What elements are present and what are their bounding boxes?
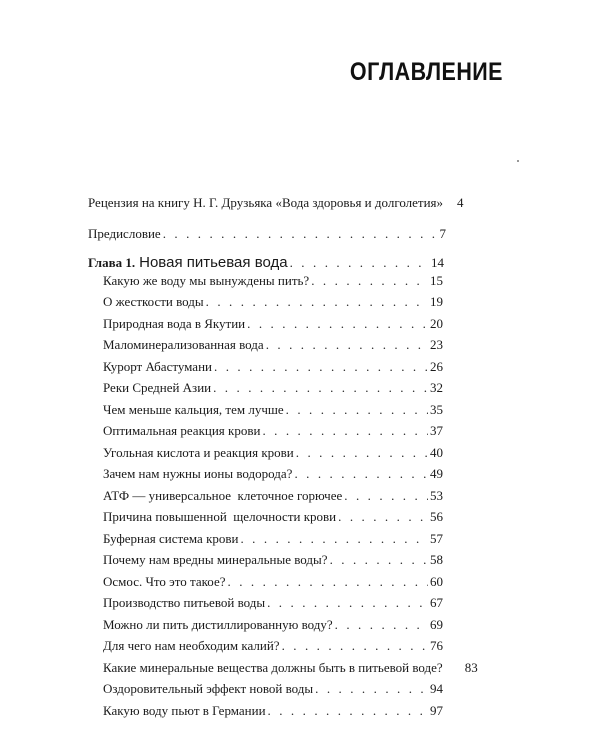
toc-section-title: Производство питьевой воды xyxy=(103,595,266,610)
toc-entry-review[interactable] xyxy=(88,195,464,215)
toc-section[interactable] xyxy=(103,316,443,336)
toc-section[interactable] xyxy=(103,703,443,723)
toc-page-number: 67 xyxy=(430,595,443,610)
toc-section[interactable] xyxy=(103,488,443,508)
leader-dots xyxy=(296,445,428,461)
toc-section[interactable] xyxy=(103,423,443,443)
toc-page-number: 58 xyxy=(430,552,443,567)
leader-dots xyxy=(282,638,428,654)
toc-page-number: 35 xyxy=(430,402,443,417)
leader-dots xyxy=(214,359,428,375)
print-speck xyxy=(517,160,519,162)
toc-section-title: Осмос. Что это такое? xyxy=(103,574,226,589)
toc-section-title: Для чего нам необходим калий? xyxy=(103,638,280,653)
toc-page-number: 49 xyxy=(430,466,443,481)
toc-page-number: 4 xyxy=(457,195,464,210)
toc-page-number: 15 xyxy=(430,273,443,288)
leader-dots xyxy=(344,488,428,504)
leader-dots xyxy=(268,703,428,719)
toc-section-title: Природная вода в Якутии xyxy=(103,316,246,331)
toc-page-number: 7 xyxy=(439,226,446,241)
toc-section-title: Причина повышенной щелочности крови xyxy=(103,509,337,524)
leader-dots xyxy=(294,466,428,482)
toc-section[interactable] xyxy=(103,294,443,314)
toc-page-number: 69 xyxy=(430,617,443,632)
toc-page-number: 37 xyxy=(430,423,443,438)
leader-dots xyxy=(311,273,428,289)
toc-section-title: АТФ — универсальное клеточное горючее xyxy=(103,488,343,503)
toc-section-title: Какую же воду мы вынуждены пить? xyxy=(103,273,310,288)
toc-section[interactable] xyxy=(103,466,443,486)
toc-section-title: Можно ли пить дистиллированную воду? xyxy=(103,617,333,632)
toc-section-title: Почему нам вредны минеральные воды? xyxy=(103,552,328,567)
leader-dots xyxy=(240,531,428,547)
toc-section[interactable] xyxy=(103,359,443,379)
leader-dots xyxy=(163,226,438,242)
toc-section[interactable] xyxy=(103,273,443,293)
chapter-label: Глава 1. xyxy=(88,255,136,270)
toc-section-title: Курорт Абастумани xyxy=(103,359,212,374)
toc-section[interactable] xyxy=(103,638,443,658)
leader-dots xyxy=(247,316,428,332)
toc-page-number: 26 xyxy=(430,359,443,374)
leader-dots xyxy=(315,681,428,697)
toc-section-title: Маломинерализованная вода xyxy=(103,337,264,352)
toc-section-title: Чем меньше кальция, тем лучше xyxy=(103,402,284,417)
toc-section[interactable] xyxy=(103,617,443,637)
toc-section[interactable] xyxy=(103,380,443,400)
toc-section-title: Зачем нам нужны ионы водорода? xyxy=(103,466,293,481)
toc-section[interactable] xyxy=(103,595,443,615)
toc-section-title: Какую воду пьют в Германии xyxy=(103,703,266,718)
toc-page-number: 32 xyxy=(430,380,443,395)
toc-entry-preface[interactable] xyxy=(88,226,446,246)
toc-section[interactable] xyxy=(103,660,478,680)
toc-section[interactable] xyxy=(103,681,443,701)
toc-section-title: Оздоровительный эффект новой воды xyxy=(103,681,314,696)
toc-section[interactable] xyxy=(103,531,443,551)
toc-section[interactable] xyxy=(103,402,443,422)
toc-section[interactable] xyxy=(103,337,443,357)
toc-page-number: 23 xyxy=(430,337,443,352)
toc-section-title: Оптимальная реакция крови xyxy=(103,423,261,438)
toc-page-number: 14 xyxy=(431,255,444,270)
leader-dots xyxy=(286,402,428,418)
toc-section-title: Буферная система крови xyxy=(103,531,239,546)
leader-dots xyxy=(262,423,428,439)
toc-page-number: 97 xyxy=(430,703,443,718)
toc-section[interactable] xyxy=(103,552,443,572)
leader-dots xyxy=(266,337,428,353)
toc-section[interactable] xyxy=(103,574,443,594)
toc-page-number: 94 xyxy=(430,681,443,696)
toc-section[interactable] xyxy=(103,445,443,465)
leader-dots xyxy=(290,255,429,271)
leader-dots xyxy=(335,617,428,633)
leader-dots xyxy=(206,294,428,310)
toc-section[interactable] xyxy=(103,509,443,529)
toc-page-number: 83 xyxy=(464,660,478,675)
leader-dots xyxy=(228,574,429,590)
toc-section-title: Какие минеральные вещества должны быть в питьевой воде? xyxy=(103,660,443,675)
toc-page-number: 60 xyxy=(430,574,443,589)
toc-page-number: 20 xyxy=(430,316,443,331)
leader-dots xyxy=(330,552,428,568)
toc-page-number: 56 xyxy=(430,509,443,524)
leader-dots xyxy=(213,380,428,396)
chapter-title: Новая питьевая вода xyxy=(139,254,288,271)
toc-page-number: 19 xyxy=(430,294,443,309)
toc-page-number: 57 xyxy=(430,531,443,546)
leader-dots xyxy=(338,509,428,525)
toc-page-number: 40 xyxy=(430,445,443,460)
leader-dots xyxy=(267,595,428,611)
toc-entry-title: Предисловие xyxy=(88,226,161,241)
toc-section-title: Угольная кислота и реакция крови xyxy=(103,445,294,460)
toc-page-number: 53 xyxy=(430,488,443,503)
toc-section-title: Реки Средней Азии xyxy=(103,380,212,395)
toc-section-title: О жесткости воды xyxy=(103,294,204,309)
toc-page-number: 76 xyxy=(430,638,443,653)
page-title: ОГЛАВЛЕНИЕ xyxy=(349,58,503,86)
toc-chapter-1[interactable] xyxy=(88,254,444,274)
toc-entry-title: Рецензия на книгу Н. Г. Друзьяка «Вода здоровья и долголетия» xyxy=(88,195,444,210)
